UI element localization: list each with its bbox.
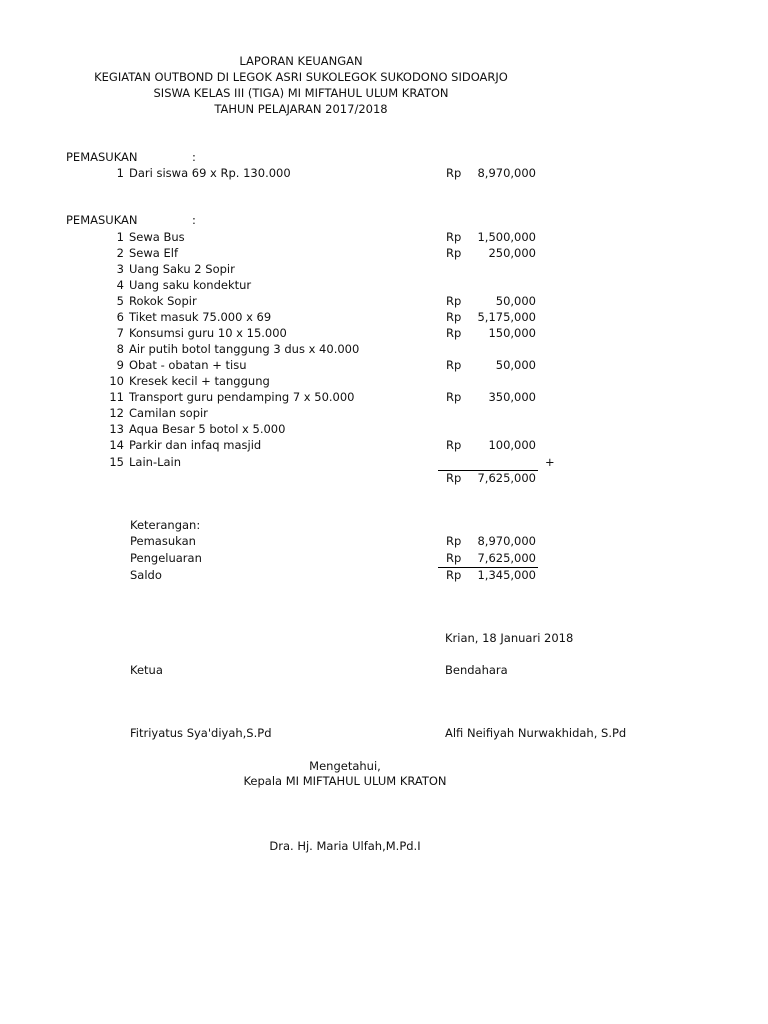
expense-row-currency: Rp bbox=[446, 294, 462, 308]
summary-income-currency: Rp bbox=[446, 534, 462, 548]
income-heading: PEMASUKAN bbox=[66, 150, 138, 164]
expense-row-number: 11 bbox=[109, 390, 124, 404]
acknowledged-label: Mengetahui, bbox=[309, 759, 381, 773]
treasurer-role: Bendahara bbox=[445, 663, 508, 677]
expense-row-amount: 100,000 bbox=[488, 438, 536, 452]
chair-name: Fitriyatus Sya'diyah,S.Pd bbox=[130, 726, 272, 740]
place-date: Krian, 18 Januari 2018 bbox=[445, 631, 574, 645]
expense-row-amount: 250,000 bbox=[488, 246, 536, 260]
headmaster-name: Dra. Hj. Maria Ulfah,M.Pd.I bbox=[269, 839, 421, 853]
sum-plus-sign: + bbox=[545, 455, 555, 469]
summary-income-label: Pemasukan bbox=[130, 534, 196, 548]
expense-row-number: 4 bbox=[116, 278, 124, 292]
expense-row-currency: Rp bbox=[446, 246, 462, 260]
income-row-amount: 8,970,000 bbox=[477, 166, 536, 180]
expense-row-description: Tiket masuk 75.000 x 69 bbox=[129, 310, 272, 324]
expense-row-number: 3 bbox=[116, 262, 124, 276]
expense-row-amount: 350,000 bbox=[488, 390, 536, 404]
class-title: SISWA KELAS III (TIGA) MI MIFTAHUL ULUM KRATON bbox=[153, 86, 449, 100]
expense-row-description: Aqua Besar 5 botol x 5.000 bbox=[129, 422, 286, 436]
income-row-currency: Rp bbox=[446, 166, 462, 180]
expense-row-currency: Rp bbox=[446, 230, 462, 244]
expense-row-amount: 150,000 bbox=[488, 326, 536, 340]
expense-row-description: Transport guru pendamping 7 x 50.000 bbox=[129, 390, 355, 404]
expense-row-number: 6 bbox=[116, 310, 124, 324]
treasurer-name: Alfi Neifiyah Nurwakhidah, S.Pd bbox=[445, 726, 627, 740]
expense-heading: PEMASUKAN bbox=[66, 213, 138, 227]
expense-row-amount: 50,000 bbox=[495, 358, 536, 372]
report-title: LAPORAN KEUANGAN bbox=[239, 54, 363, 68]
income-heading-colon: : bbox=[192, 150, 196, 164]
expense-row-currency: Rp bbox=[446, 438, 462, 452]
activity-title: KEGIATAN OUTBOND DI LEGOK ASRI SUKOLEGOK SUKODONO SIDOARJO bbox=[94, 70, 508, 84]
expense-row-description: Sewa Bus bbox=[129, 230, 185, 244]
expense-row-description: Rokok Sopir bbox=[129, 294, 197, 308]
expense-row-currency: Rp bbox=[446, 310, 462, 324]
summary-balance-amount: 1,345,000 bbox=[477, 568, 536, 582]
summary-expense-currency: Rp bbox=[446, 551, 462, 565]
expense-row-number: 7 bbox=[116, 326, 124, 340]
expense-total-currency: Rp bbox=[446, 471, 462, 485]
expense-row-currency: Rp bbox=[446, 326, 462, 340]
expense-row-description: Camilan sopir bbox=[129, 406, 208, 420]
expense-row-description: Parkir dan infaq masjid bbox=[129, 438, 262, 452]
expense-row-number: 15 bbox=[109, 455, 124, 469]
expense-row-description: Uang Saku 2 Sopir bbox=[129, 262, 235, 276]
headmaster-role: Kepala MI MIFTAHUL ULUM KRATON bbox=[243, 774, 447, 788]
summary-balance-currency: Rp bbox=[446, 568, 462, 582]
expense-total-amount: 7,625,000 bbox=[477, 471, 536, 485]
expense-row-amount: 50,000 bbox=[495, 294, 536, 308]
summary-expense-label: Pengeluaran bbox=[130, 551, 202, 565]
summary-balance-label: Saldo bbox=[130, 568, 162, 582]
expense-row-number: 10 bbox=[109, 374, 124, 388]
expense-row-amount: 5,175,000 bbox=[477, 310, 536, 324]
expense-row-number: 2 bbox=[116, 246, 124, 260]
expense-row-amount: 1,500,000 bbox=[477, 230, 536, 244]
expense-row-number: 9 bbox=[116, 358, 124, 372]
summary-heading: Keterangan: bbox=[130, 518, 201, 532]
expense-row-number: 12 bbox=[109, 406, 124, 420]
expense-heading-colon: : bbox=[192, 213, 196, 227]
income-row-number: 1 bbox=[116, 166, 124, 180]
expense-row-description: Air putih botol tanggung 3 dus x 40.000 bbox=[129, 342, 360, 356]
expense-row-description: Konsumsi guru 10 x 15.000 bbox=[129, 326, 287, 340]
expense-row-currency: Rp bbox=[446, 358, 462, 372]
expense-row-number: 14 bbox=[109, 438, 124, 452]
school-year-title: TAHUN PELAJARAN 2017/2018 bbox=[214, 102, 388, 116]
expense-row-description: Obat - obatan + tisu bbox=[129, 358, 247, 372]
expense-row-description: Lain-Lain bbox=[129, 455, 182, 469]
expense-row-number: 8 bbox=[116, 342, 124, 356]
expense-row-number: 13 bbox=[109, 422, 124, 436]
expense-row-description: Sewa Elf bbox=[129, 246, 178, 260]
expense-row-description: Kresek kecil + tanggung bbox=[129, 374, 270, 388]
chair-role: Ketua bbox=[130, 663, 163, 677]
expense-row-number: 5 bbox=[116, 294, 124, 308]
summary-expense-amount: 7,625,000 bbox=[477, 551, 536, 565]
expense-row-currency: Rp bbox=[446, 390, 462, 404]
expense-row-description: Uang saku kondektur bbox=[129, 278, 252, 292]
summary-income-amount: 8,970,000 bbox=[477, 534, 536, 548]
expense-row-number: 1 bbox=[116, 230, 124, 244]
income-row-description: Dari siswa 69 x Rp. 130.000 bbox=[129, 166, 291, 180]
